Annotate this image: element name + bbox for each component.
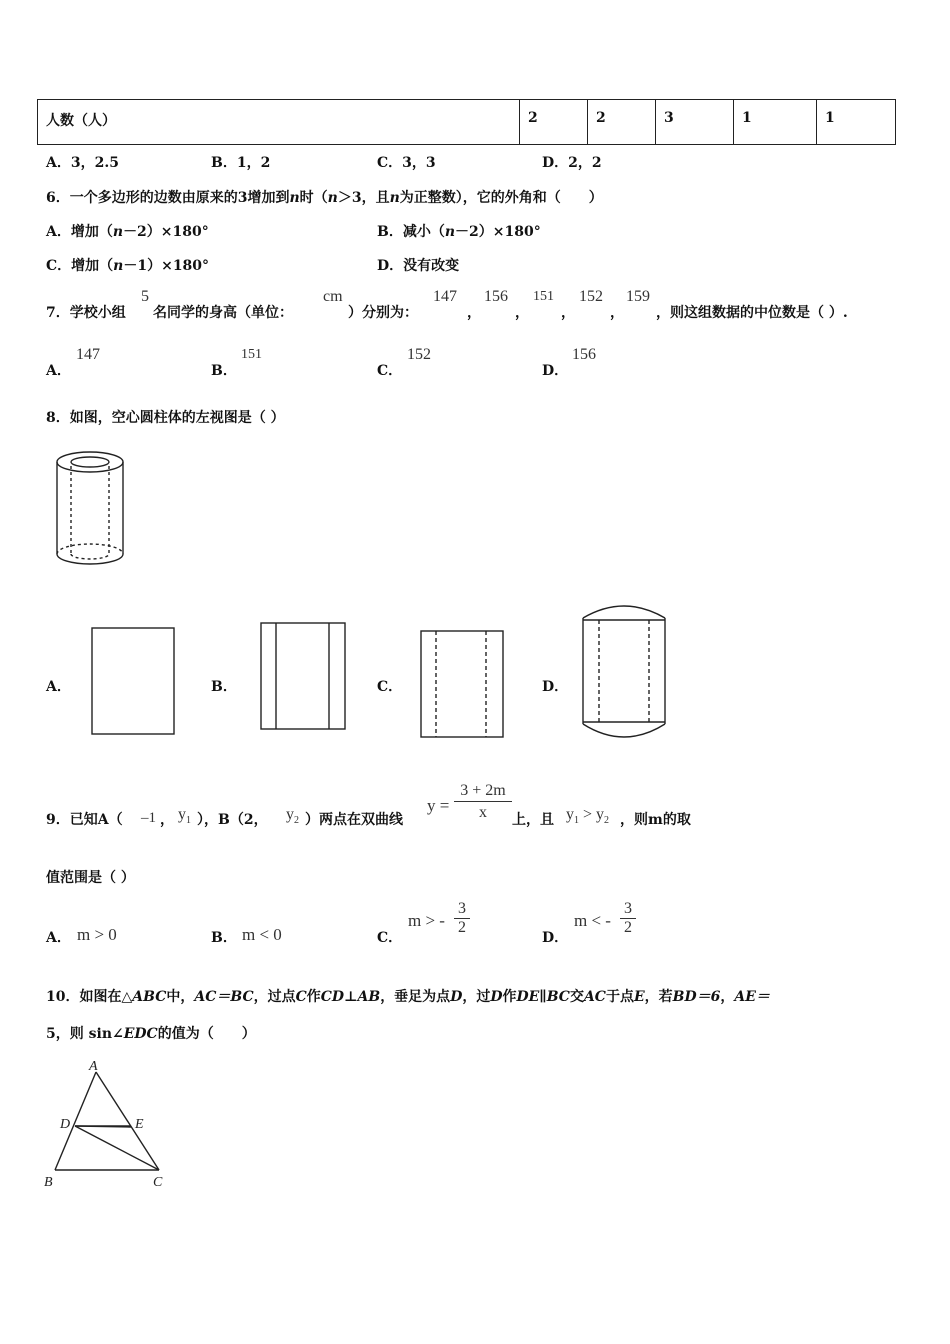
q9-option-c: C． <box>377 930 403 946</box>
q9-option-c-fraction: $\frac{3}{2}$ <box>454 900 470 937</box>
q8-option-d: D． <box>542 679 569 695</box>
q9-option-b: B． <box>211 930 237 946</box>
q9-option-a: A． <box>46 930 71 946</box>
vertex-a-label: A <box>89 1060 98 1074</box>
vertex-d-label: D <box>60 1117 71 1132</box>
q9-option-d-math: m < - <box>574 911 611 930</box>
vertex-e-label: E <box>135 1117 144 1132</box>
q8-stem: 8．如图，空心圆柱体的左视图是（ ） <box>46 410 285 426</box>
table-cell: 2 <box>520 100 588 145</box>
q9-stem-line2: 值范围是（ ） <box>46 870 135 886</box>
q5-option-b: B．1，2 <box>211 155 271 171</box>
table-cell: 1 <box>734 100 817 145</box>
q5-option-a: A．3，2.5 <box>46 155 119 171</box>
table-row <box>38 100 896 145</box>
q7-option-d: D． <box>542 363 569 379</box>
q9-option-d-fraction: $\frac{3}{2}$ <box>620 900 636 937</box>
q6-option-c: C．增加（n－1）×180° <box>46 258 210 274</box>
hollow-cylinder-figure <box>50 448 135 573</box>
data-table <box>37 99 896 145</box>
q6-stem: 6．一个多边形的边数由原来的3增加到n时（n＞3，且n为正整数），它的外角和（ ） <box>46 190 603 206</box>
table-cell: 1 <box>817 100 896 145</box>
option-a-figure <box>90 625 178 737</box>
q9-option-b-math: m < 0 <box>242 925 282 944</box>
vertex-b-label: B <box>44 1175 53 1190</box>
q5-option-c: C．3，3 <box>377 155 436 171</box>
table-header-cell: 人数（人） <box>38 100 520 145</box>
q7-option-c: C． <box>377 363 403 379</box>
q8-option-b: B． <box>211 679 237 695</box>
table-cell: 2 <box>588 100 656 145</box>
table-cell: 3 <box>656 100 734 145</box>
q6-option-a: A．增加（n－2）×180° <box>46 224 209 240</box>
q7-option-b: B． <box>211 363 237 379</box>
option-d-figure <box>580 600 670 746</box>
q10-stem-line1: 10．如图在△ABC中，AC＝BC，过点C作CD⊥AB，垂足为点D，过D作DE∥BC交AC于点E，若BD＝6，AE＝ <box>46 989 770 1005</box>
q8-option-c: C． <box>377 679 403 695</box>
q8-option-a: A． <box>46 679 71 695</box>
q9-option-d: D． <box>542 930 569 946</box>
q7-option-a-value: 147 <box>76 346 100 363</box>
option-c-figure <box>418 628 506 740</box>
hyperbola-fraction: $\frac{3 + 2m}{x}$ <box>454 782 512 822</box>
q7-option-d-value: 156 <box>572 346 596 363</box>
q6-option-d: D．没有改变 <box>377 258 460 274</box>
q10-stem-line2: 5，则 sin∠EDC的值为（ ） <box>46 1026 256 1042</box>
q5-option-d: D．2，2 <box>542 155 602 171</box>
option-b-figure <box>258 619 350 733</box>
vertex-c-label: C <box>153 1175 163 1190</box>
triangle-figure <box>40 1060 175 1195</box>
q7-option-b-value: 151 <box>241 347 262 362</box>
q9-option-c-math: m > - <box>408 911 445 930</box>
q9-option-a-math: m > 0 <box>77 925 117 944</box>
q7-option-a: A． <box>46 363 71 379</box>
q7-option-c-value: 152 <box>407 346 431 363</box>
q6-option-b: B．减小（n－2）×180° <box>377 224 541 240</box>
